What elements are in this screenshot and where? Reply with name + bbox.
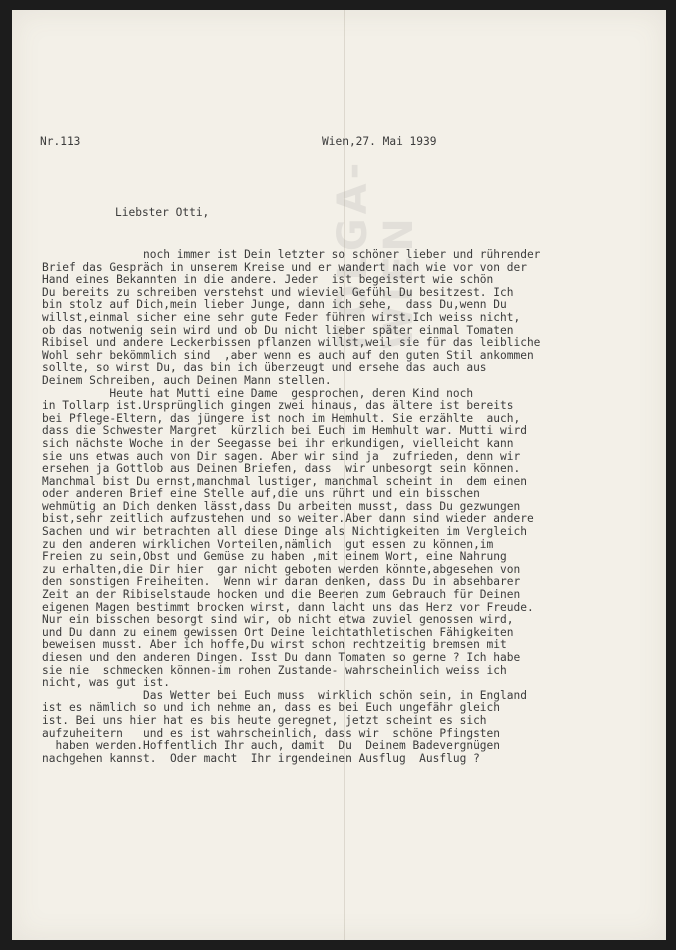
letter-body-line: zu erhalten,die Dir hier gar nicht geboten werden könnte,abgesehen von (42, 562, 521, 576)
letter-body-line: wehmütig an Dich denken lässt,dass Du arbeiten musst, dass Du gezwungen (42, 499, 521, 513)
letter-body-line: beweisen musst. Aber ich hoffe,Du wirst schon rechtzeitig bremsen mit (42, 638, 507, 652)
letter-body-line: zu den anderen wirklichen Vorteilen,nämlich gut essen zu können,im (42, 537, 494, 551)
letter-body-line: ob das notwenig sein wird und ob Du nicht lieber später einmal Tomaten (42, 323, 514, 337)
letter-body-line: Du bereits zu schreiben verstehst und wieviel Gefühl Du besitzest. Ich (42, 285, 514, 299)
letter-body-line: oder anderen Brief eine Stelle auf,die uns rührt und ein bisschen (42, 487, 480, 501)
letter-body-line: Brief das Gespräch in unserem Kreise und er wandert nach wie vor von der (42, 260, 527, 274)
letter-body-line: nicht, was gut ist. (42, 676, 170, 690)
letter-body-line: willst,einmal sicher eine sehr gute Feder führen wirst.Ich weiss nicht, (42, 310, 521, 324)
letter-body-line: sollte, so wirst Du, das bin ich überzeugt und ersehe das auch aus (42, 361, 487, 375)
letter-body (42, 249, 662, 765)
letter-body-line: noch immer ist Dein letzter so schöner lieber und rührender (42, 248, 541, 261)
letter-body-line: Hand eines Bekannten in die andere. Jeder ist begeistert wie schön (42, 273, 494, 287)
letter-body-line: Freien zu sein,Obst und Gemüse zu haben ,mit einem Wort, eine Nahrung (42, 550, 507, 564)
letter-body-line: und Du dann zu einem gewissen Ort Deine leichtathletischen Fähigkeiten (42, 625, 514, 639)
letter-body-line: diesen und den anderen Dingen. Isst Du dann Tomaten so gerne ? Ich habe (42, 651, 521, 664)
letter-body-line: in Tollarp ist.Ursprünglich gingen zwei hinaus, das ältere ist bereits (42, 399, 514, 413)
letter-date: Wien,27. Mai 1939 (322, 135, 437, 148)
letter-body-line: Ribisel und andere Leckerbissen pflanzen willst,weil sie für das leibliche (42, 336, 541, 350)
letter-body-line: haben werden.Hoffentlich Ihr auch, damit Du Deinem Badevergnügen (42, 739, 501, 753)
letter-body-line: ist. Bei uns hier hat es bis heute geregnet, jetzt scheint es sich (42, 713, 487, 727)
letter-body-line: bin stolz auf Dich,mein lieber Junge, dann ich sehe, dass Du,wenn Du (42, 298, 507, 312)
letter-body-line: bei Pflege-Eltern, das jüngere ist noch im Hemhult. Sie erzählte auch, (42, 411, 521, 425)
letter-body-line: Manchmal bist Du ernst,manchmal lustiger, manchmal scheint in dem einen (42, 474, 527, 488)
letter-body-line: Zeit an der Ribiselstaude hocken und die Beeren zum Gebrauch für Deinen (42, 588, 521, 602)
letter-body-line: dass die Schwester Margret kürzlich bei Euch im Hemhult war. Mutti wird (42, 424, 527, 438)
letter-reference-number: Nr.113 (40, 135, 81, 148)
letter-body-line: sich nächste Woche in der Seegasse bei ihr erkundigen, vielleicht kann (42, 436, 514, 450)
letter-body-line: Sachen und wir betrachten all diese Dinge als Nichtigkeiten im Vergleich (42, 525, 527, 539)
letter-body-line: ersehen ja Gottlob aus Deinen Briefen, dass wir unbesorgt sein können. (42, 462, 521, 476)
letter-body-line: Das Wetter bei Euch muss wirklich schön sein, in England (42, 688, 527, 702)
letter-body-line: Nur ein bisschen besorgt sind wir, ob nicht etwa zuviel genossen wird, (42, 613, 514, 627)
letter-page (12, 10, 666, 940)
paper-watermark: FOLGA-WIEN (330, 158, 422, 350)
letter-body-line: Deinem Schreiben, auch Deinen Mann stellen. (42, 373, 332, 387)
letter-body-line: nachgehen kannst. Oder macht Ihr irgendeinen Ausflug Ausflug ? (42, 751, 480, 765)
letter-body-line: aufzuheitern und es ist wahrscheinlich, dass wir schöne Pfingsten (42, 726, 501, 740)
letter-body-line: ist es nämlich so und ich nehme an, dass es bei Euch ungefähr gleich (42, 701, 501, 715)
letter-body-line: Heute hat Mutti eine Dame gesprochen, deren Kind noch (42, 386, 474, 400)
letter-body-line: eigenen Magen bestimmt brocken wirst, dann lacht uns das Herz vor Freude. (42, 600, 534, 614)
letter-body-line: bist,sehr zeitlich aufzustehen und so weiter.Aber dann sind wieder andere (42, 512, 534, 526)
letter-body-line: Wohl sehr bekömmlich sind ,aber wenn es auch auf den guten Stil ankommen (42, 348, 534, 362)
letter-body-line: den sonstigen Freiheiten. Wenn wir daran denken, dass Du in absehbarer (42, 575, 521, 589)
letter-body-line: sie uns etwas auch von Dir sagen. Aber wir sind ja zufrieden, denn wir (42, 449, 521, 463)
letter-body-line: sie nie schmecken können-im rohen Zustande- wahrscheinlich weiss ich (42, 663, 507, 677)
letter-salutation: Liebster Otti, (115, 206, 210, 219)
